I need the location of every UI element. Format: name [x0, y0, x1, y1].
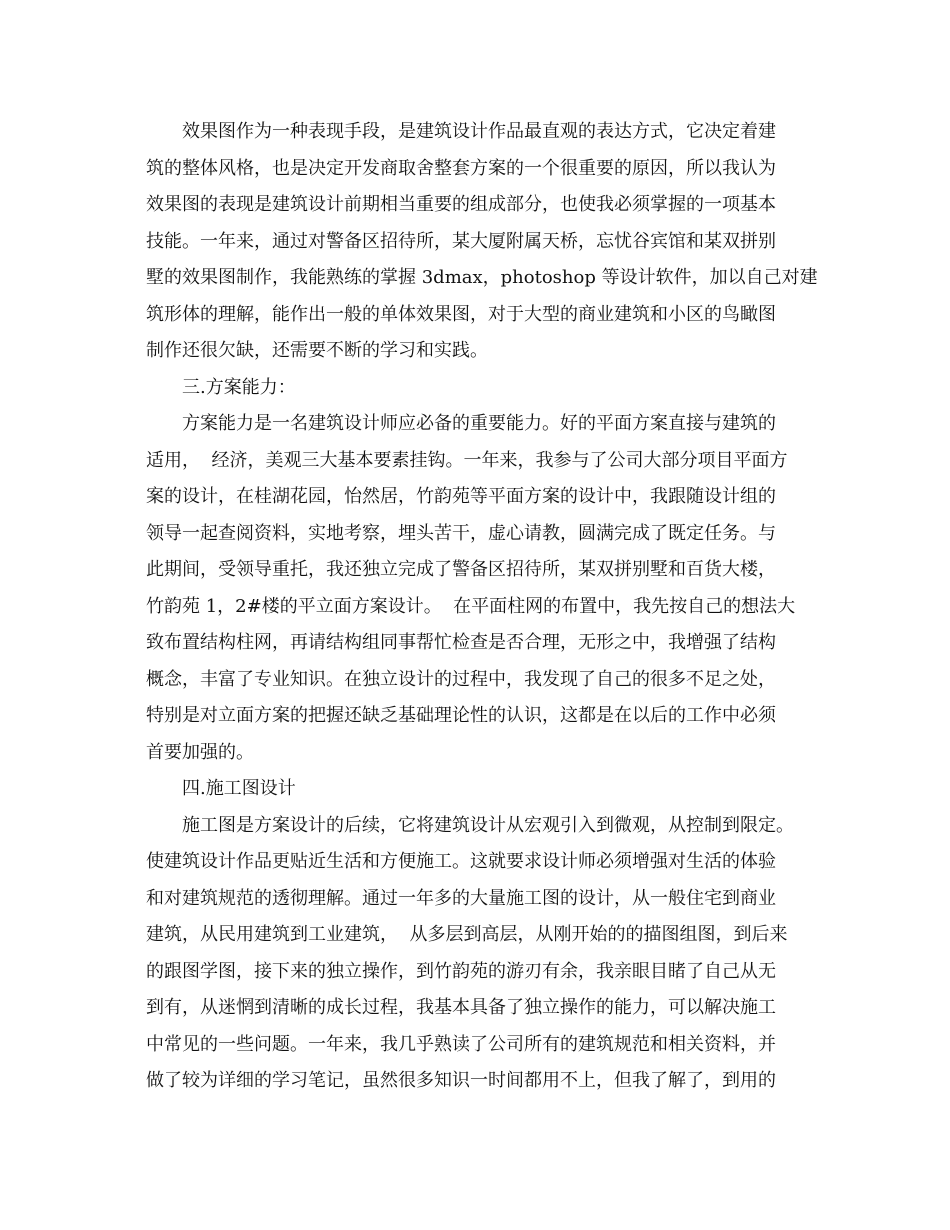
paragraph-line: 领导一起查阅资料，实地考察，埋头苦干，虚心请教，圆满完成了既定任务。与: [146, 522, 776, 544]
paragraph-line: 首要加强的。: [146, 741, 254, 763]
paragraph-line: 建筑，从民用建筑到工业建筑， 从多层到高层，从刚开始的的描图组图，到后来: [146, 924, 788, 945]
paragraph-line: 和对建筑规范的透彻理解。通过一年多的大量施工图的设计，从一般住宅到商业: [146, 887, 776, 909]
paragraph-line: 墅的效果图制作，我能熟练的掌握 3dmax，photoshop 等设计软件，加以自己对建: [146, 267, 818, 288]
paragraph-line: 方案能力是一名建筑设计师应必备的重要能力。好的平面方案直接与建筑的: [182, 413, 776, 434]
section-heading: 四.施工图设计: [182, 778, 296, 799]
paragraph-line: 竹韵苑 1，2#楼的平立面方案设计。 在平面柱网的布置中，我先按自己的想法大: [146, 595, 796, 617]
paragraph-line: 的跟图学图，接下来的独立操作，到竹韵苑的游刃有余，我亲眼目睹了自己从无: [146, 960, 776, 982]
paragraph-line: 效果图的表现是建筑设计前期相当重要的组成部分，也使我必须掌握的一项基本: [146, 194, 776, 215]
paragraph-line: 筑形体的理解，能作出一般的单体效果图，对于大型的商业建筑和小区的鸟瞰图: [146, 303, 776, 325]
paragraph-line: 概念，丰富了专业知识。在独立设计的过程中，我发现了自己的很多不足之处，: [146, 668, 776, 690]
paragraph-line: 筑的整体风格，也是决定开发商取舍整套方案的一个很重要的原因，所以我认为: [146, 157, 776, 179]
paragraph-line: 效果图作为一种表现手段，是建筑设计作品最直观的表达方式，它决定着建: [182, 121, 776, 142]
paragraph-line: 特别是对立面方案的把握还缺乏基础理论性的认识，这都是在以后的工作中必须: [146, 705, 776, 726]
paragraph-line: 使建筑设计作品更贴近生活和方便施工。这就要求设计师必须增强对生活的体验: [146, 851, 776, 872]
paragraph-line: 适用， 经济，美观三大基本要素挂钩。一年来，我参与了公司大部分项目平面方: [146, 449, 788, 471]
paragraph-line: 施工图是方案设计的后续，它将建筑设计从宏观引入到微观，从控制到限定。: [182, 814, 794, 836]
section-heading: 三.方案能力：: [182, 376, 296, 398]
paragraph-line: 此期间，受领导重托，我还独立完成了警备区招待所，某双拼别墅和百货大楼，: [146, 559, 776, 580]
paragraph-line: 中常见的一些问题。一年来，我几乎熟读了公司所有的建筑规范和相关资料，并: [146, 1033, 776, 1055]
paragraph-line: 技能。一年来，通过对警备区招待所，某大厦附属天桥，忘忧谷宾馆和某双拼别: [146, 230, 776, 252]
document-body: [146, 114, 818, 1100]
paragraph-line: 制作还很欠缺，还需要不断的学习和实践。: [146, 340, 488, 361]
paragraph-line: 做了较为详细的学习笔记，虽然很多知识一时间都用不上，但我了解了，到用的: [146, 1070, 776, 1091]
paragraph-line: 到有，从迷惘到清晰的成长过程，我基本具备了独立操作的能力，可以解决施工: [146, 997, 776, 1018]
paragraph-line: 案的设计，在桂湖花园，怡然居，竹韵苑等平面方案的设计中，我跟随设计组的: [146, 486, 776, 507]
paragraph-line: 致布置结构柱网，再请结构组同事帮忙检查是否合理，无形之中，我增强了结构: [146, 632, 776, 653]
